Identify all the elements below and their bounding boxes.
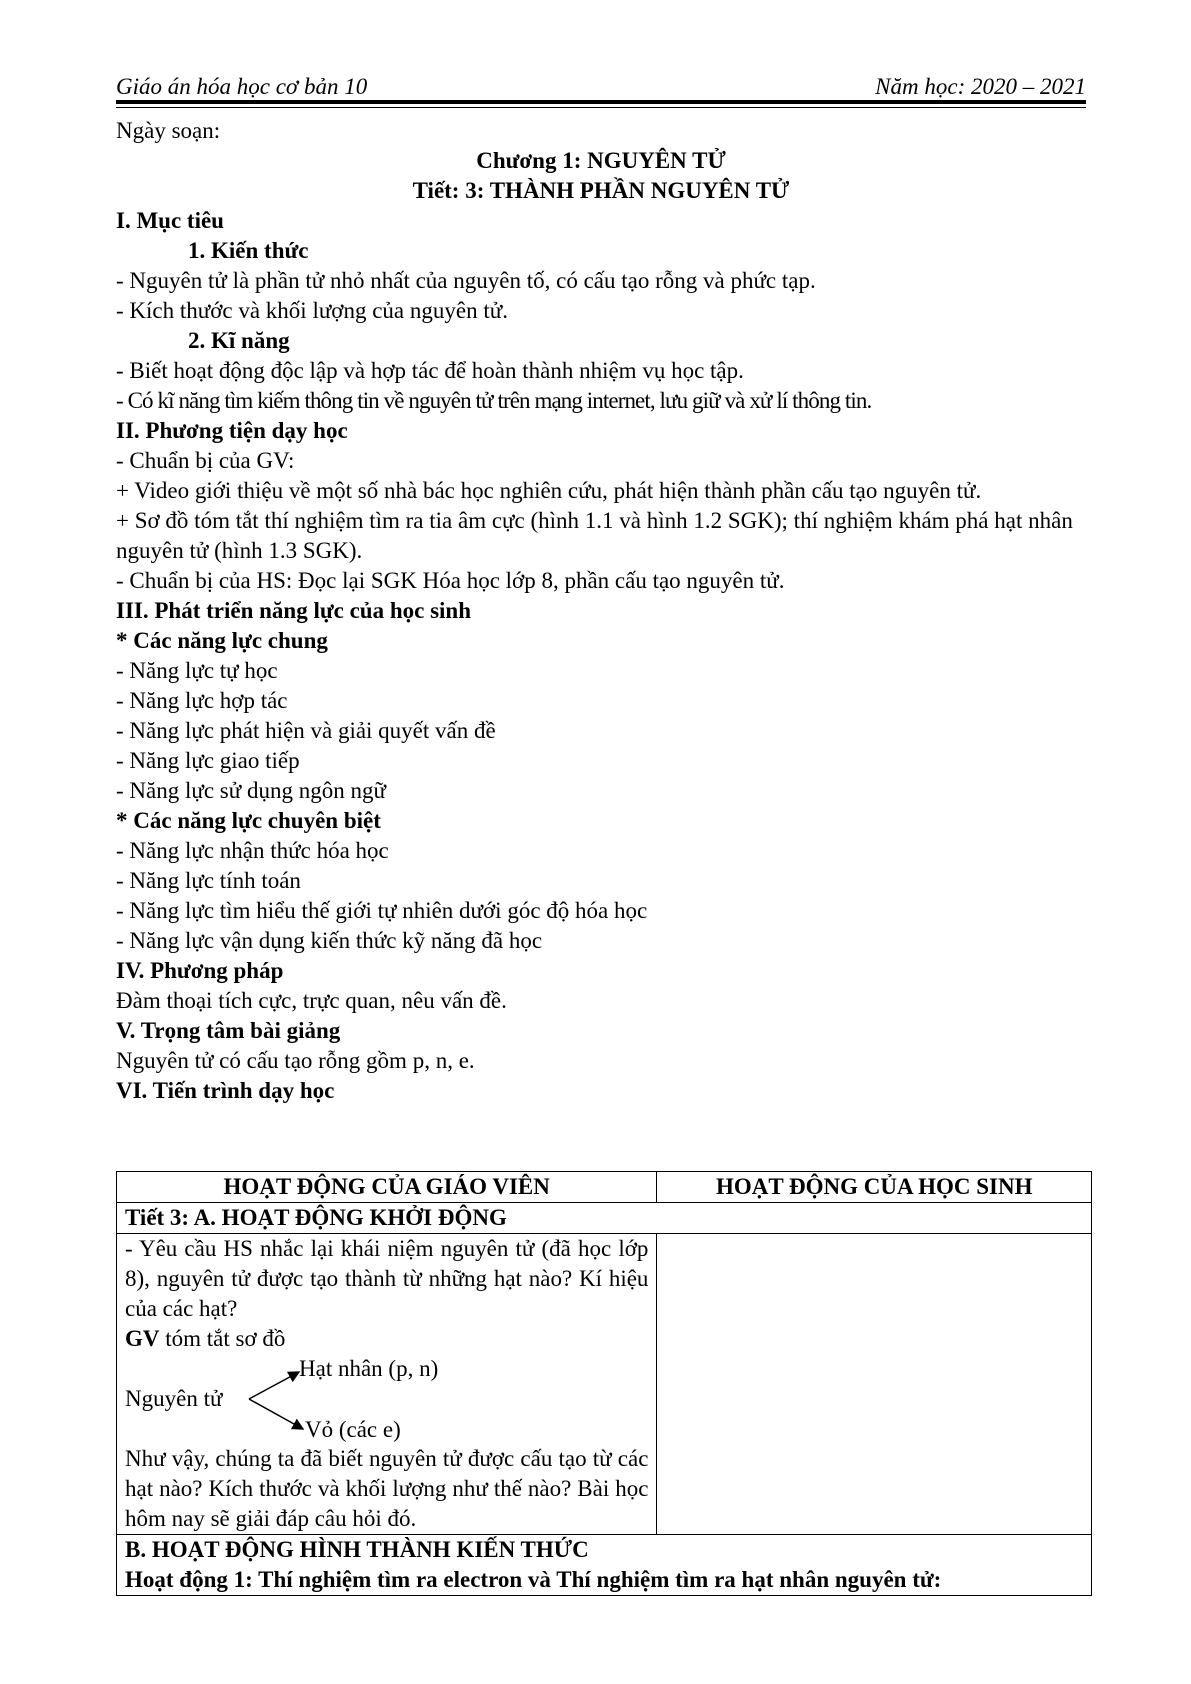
subheading-knowledge: 1. Kiến thức	[188, 238, 309, 263]
focus-text: Nguyên tử có cấu tạo rỗng gồm p, n, e.	[116, 1048, 475, 1073]
section-b-heading: B. HOẠT ĐỘNG HÌNH THÀNH KIẾN THỨC	[125, 1537, 589, 1562]
teacher-activity-cell	[117, 1234, 657, 1535]
competency-item: - Năng lực tự học	[116, 658, 278, 683]
table-row	[117, 1535, 1092, 1596]
knowledge-item: - Nguyên tử là phần tử nhỏ nhất của nguyên tố, có cấu tạo rỗng và phức tạp.	[116, 268, 816, 293]
section-heading-competencies: III. Phát triển năng lực của học sinh	[116, 598, 472, 623]
materials-student: - Chuẩn bị của HS: Đọc lại SGK Hóa học lớp 8, phần cấu tạo nguyên tử.	[116, 568, 785, 593]
section-b-cell	[117, 1535, 1092, 1596]
atom-structure-diagram	[125, 1354, 648, 1444]
section-heading-method: IV. Phương pháp	[116, 958, 284, 983]
section-heading-focus: V. Trọng tâm bài giảng	[116, 1018, 341, 1043]
section-heading-process: VI. Tiến trình dạy học	[116, 1078, 335, 1103]
competency-item: - Năng lực tìm hiểu thế giới tự nhiên dưới góc độ hóa học	[116, 898, 648, 923]
skill-item: - Có kĩ năng tìm kiếm thông tin về nguyên tử trên mạng internet, lưu giữ và xử lí thông tin.	[116, 388, 872, 413]
header-rule-thin	[116, 107, 1086, 108]
diagram-branch-shell: Vỏ (các e)	[305, 1417, 401, 1442]
header-rule-thick	[116, 100, 1086, 104]
knowledge-item: - Kích thước và khối lượng của nguyên tử.	[116, 298, 508, 323]
arrow-to-nucleus	[249, 1372, 299, 1399]
student-activity-cell	[657, 1234, 1092, 1535]
materials-item: + Video giới thiệu về một số nhà bác học nghiên cứu, phát hiện thành phần cấu tạo nguyên tử.	[116, 478, 982, 503]
header-right: Năm học: 2020 – 2021	[875, 74, 1086, 99]
teacher-outro: Như vậy, chúng ta đã biết nguyên tử được cấu tạo từ các hạt nào? Kích thước và khối lượng như thế nào? Bài học hôm nay sẽ giải đáp câu hỏi đó.	[125, 1446, 649, 1531]
diagram-root: Nguyên tử	[125, 1386, 223, 1411]
chapter-title: Chương 1: NGUYÊN TỬ	[476, 148, 726, 173]
prep-date: Ngày soạn:	[116, 118, 221, 143]
subheading-general-competencies: * Các năng lực chung	[116, 628, 328, 653]
competency-item: - Năng lực nhận thức hóa học	[116, 838, 389, 863]
teacher-intro: - Yêu cầu HS nhắc lại khái niệm nguyên tử (đã học lớp 8), nguyên tử được tạo thành từ những hạt nào? Kí hiệu của các hạt?	[125, 1236, 649, 1321]
table-row	[117, 1234, 1092, 1535]
competency-item: - Năng lực hợp tác	[116, 688, 288, 713]
competency-item: - Năng lực phát hiện và giải quyết vấn đề	[116, 718, 496, 743]
gv-text: tóm tắt sơ đồ	[159, 1326, 286, 1351]
gv-label: GV	[125, 1326, 160, 1351]
method-text: Đàm thoại tích cực, trực quan, nêu vấn đề.	[116, 988, 507, 1013]
table-row	[117, 1203, 1092, 1234]
activity-1-heading: Hoạt động 1: Thí nghiệm tìm ra electron và Thí nghiệm tìm ra hạt nhân nguyên tử:	[125, 1567, 942, 1592]
table-header-row	[117, 1172, 1092, 1203]
document-body	[116, 116, 1086, 1106]
column-header-student: HOẠT ĐỘNG CỦA HỌC SINH	[657, 1172, 1092, 1203]
competency-item: - Năng lực vận dụng kiến thức kỹ năng đã học	[116, 928, 543, 953]
diagram-branch-nucleus: Hạt nhân (p, n)	[299, 1356, 439, 1381]
header-left: Giáo án hóa học cơ bản 10	[116, 74, 368, 99]
materials-teacher: - Chuẩn bị của GV:	[116, 448, 295, 473]
section-a-heading: Tiết 3: A. HOẠT ĐỘNG KHỞI ĐỘNG	[117, 1203, 1092, 1234]
competency-item: - Năng lực giao tiếp	[116, 748, 300, 773]
arrow-to-shell	[249, 1399, 303, 1429]
column-header-teacher: HOẠT ĐỘNG CỦA GIÁO VIÊN	[117, 1172, 657, 1203]
lesson-title: Tiết: 3: THÀNH PHẦN NGUYÊN TỬ	[412, 178, 790, 203]
diagram-arrows	[243, 1354, 323, 1444]
competency-item: - Năng lực sử dụng ngôn ngữ	[116, 778, 386, 803]
competency-item: - Năng lực tính toán	[116, 868, 301, 893]
gv-line	[125, 1324, 648, 1354]
section-heading-objectives: I. Mục tiêu	[116, 208, 224, 233]
subheading-specific-competencies: * Các năng lực chuyên biệt	[116, 808, 381, 833]
materials-item: + Sơ đồ tóm tắt thí nghiệm tìm ra tia âm cực (hình 1.1 và hình 1.2 SGK); thí nghiệm khám phá hạt nhân nguyên tử (hình 1.3 SGK).	[116, 508, 1073, 563]
section-heading-materials: II. Phương tiện dạy học	[116, 418, 348, 443]
lesson-activity-table	[116, 1171, 1092, 1596]
skill-item: - Biết hoạt động độc lập và hợp tác để hoàn thành nhiệm vụ học tập.	[116, 358, 744, 383]
subheading-skills: 2. Kĩ năng	[188, 328, 290, 353]
